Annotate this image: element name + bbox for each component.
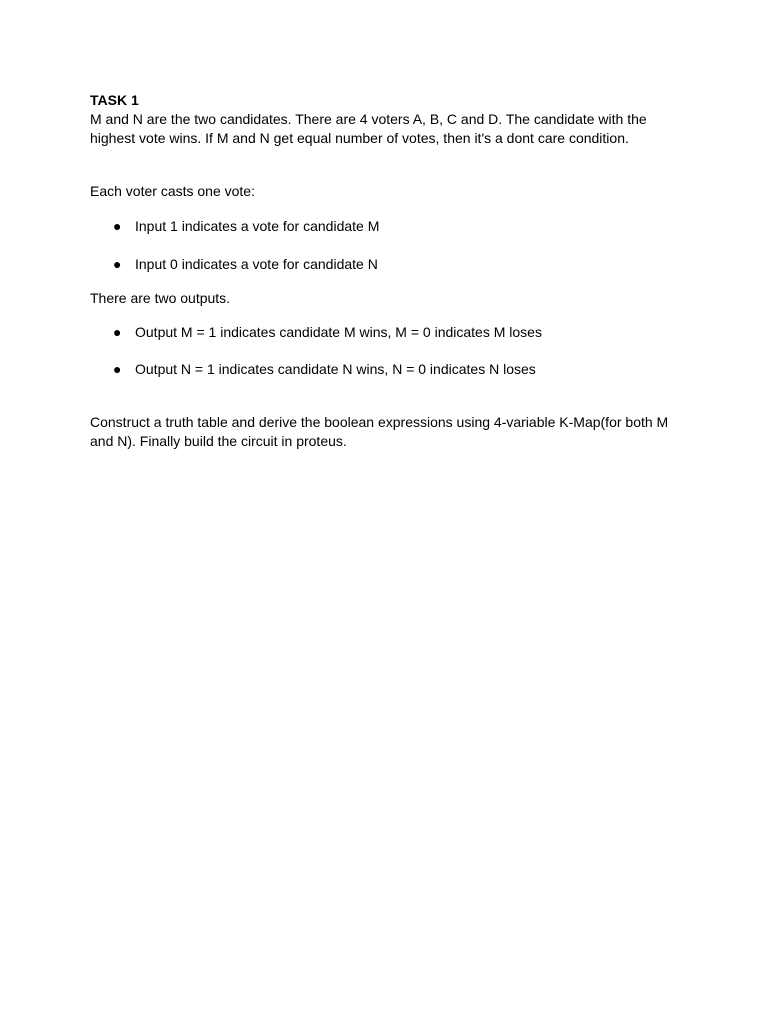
list-item <box>90 323 690 342</box>
bullet-icon: ● <box>113 218 122 234</box>
list-item <box>90 360 690 379</box>
list-item <box>90 217 690 236</box>
voter-bullet-list <box>90 217 690 274</box>
voter-heading: Each voter casts one vote: <box>90 183 255 199</box>
task-title: TASK 1 <box>90 92 139 108</box>
output-bullet-list <box>90 323 690 379</box>
instruction-line-1: Construct a truth table and derive the boolean expressions using 4-variable K-Map(for both M <box>90 414 669 430</box>
document-body <box>90 91 690 451</box>
list-item <box>90 255 690 274</box>
output-heading: There are two outputs. <box>90 290 231 306</box>
bullet-icon: ● <box>113 324 122 340</box>
list-item-text: Input 0 indicates a vote for candidate N <box>135 256 378 272</box>
bullet-icon: ● <box>113 361 122 377</box>
bullet-icon: ● <box>113 256 122 272</box>
spacer <box>90 379 690 413</box>
intro-line-1: M and N are the two candidates. There are 4 voters A, B, C and D. The candidate with the <box>90 111 647 127</box>
list-item-text: Output M = 1 indicates candidate M wins, M = 0 indicates M loses <box>135 324 542 340</box>
list-item-text: Output N = 1 indicates candidate N wins, N = 0 indicates N loses <box>135 361 536 377</box>
list-item-text: Input 1 indicates a vote for candidate M <box>135 218 380 234</box>
spacer <box>90 148 690 182</box>
instruction-line-2: and N). Finally build the circuit in proteus. <box>90 433 347 449</box>
intro-line-2: highest vote wins. If M and N get equal number of votes, then it's a dont care condition. <box>90 130 629 146</box>
